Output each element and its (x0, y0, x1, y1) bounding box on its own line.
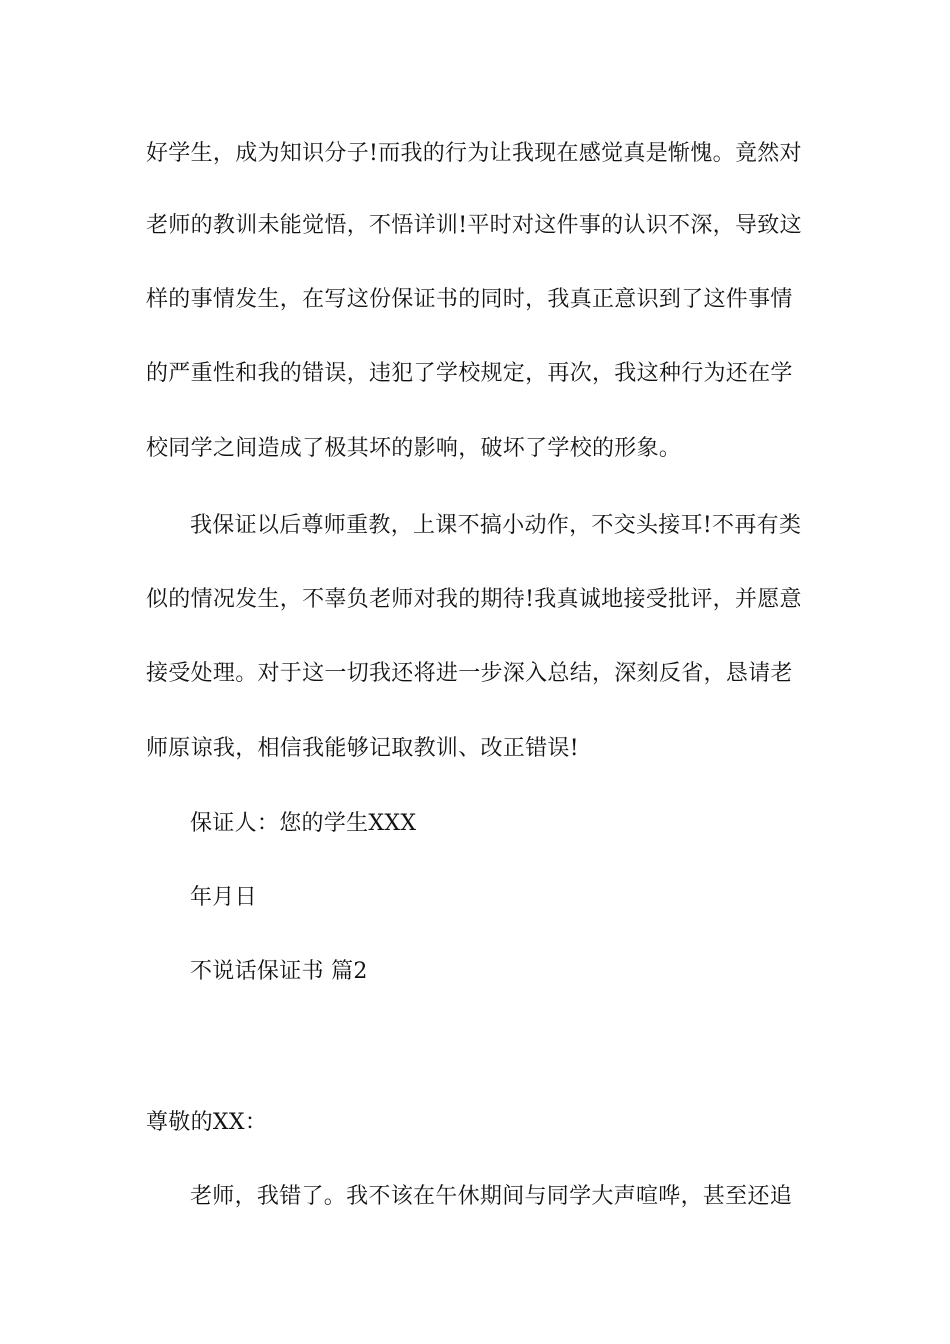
paragraph-line-7: 似的情况发生，不辜负老师对我的期待!我真诚地接受批评，并愿意 (146, 587, 802, 612)
paragraph-line-6: 我保证以后尊师重教，上课不搞小动作，不交头接耳!不再有类 (190, 513, 802, 538)
paragraph-line-8: 接受处理。对于这一切我还将进一步深入总结，深刻反省，恳请老 (146, 661, 793, 686)
salutation: 尊敬的XX： (146, 1110, 268, 1135)
paragraph-line-3: 样的事情发生，在写这份保证书的同时，我真正意识到了这件事情 (146, 287, 793, 312)
section-title: 不说话保证书 篇2 (190, 959, 368, 984)
date-line: 年月日 (190, 885, 257, 910)
guarantor-line: 保证人：您的学生XXX (190, 811, 417, 836)
paragraph-line-9: 师原谅我，相信我能够记取教训、改正错误! (146, 736, 579, 761)
paragraph-line-10: 老师，我错了。我不该在午休期间与同学大声喧哗，甚至还追 (190, 1184, 793, 1209)
paragraph-line-2: 老师的教训未能觉悟，不悟详训!平时对这件事的认识不深，导致这 (146, 213, 802, 238)
paragraph-line-1: 好学生，成为知识分子!而我的行为让我现在感觉真是惭愧。竟然对 (146, 141, 802, 166)
paragraph-line-4: 的严重性和我的错误，违犯了学校规定，再次，我这种行为还在学 (146, 361, 793, 386)
paragraph-line-5: 校同学之间造成了极其坏的影响，破坏了学校的形象。 (146, 436, 682, 461)
